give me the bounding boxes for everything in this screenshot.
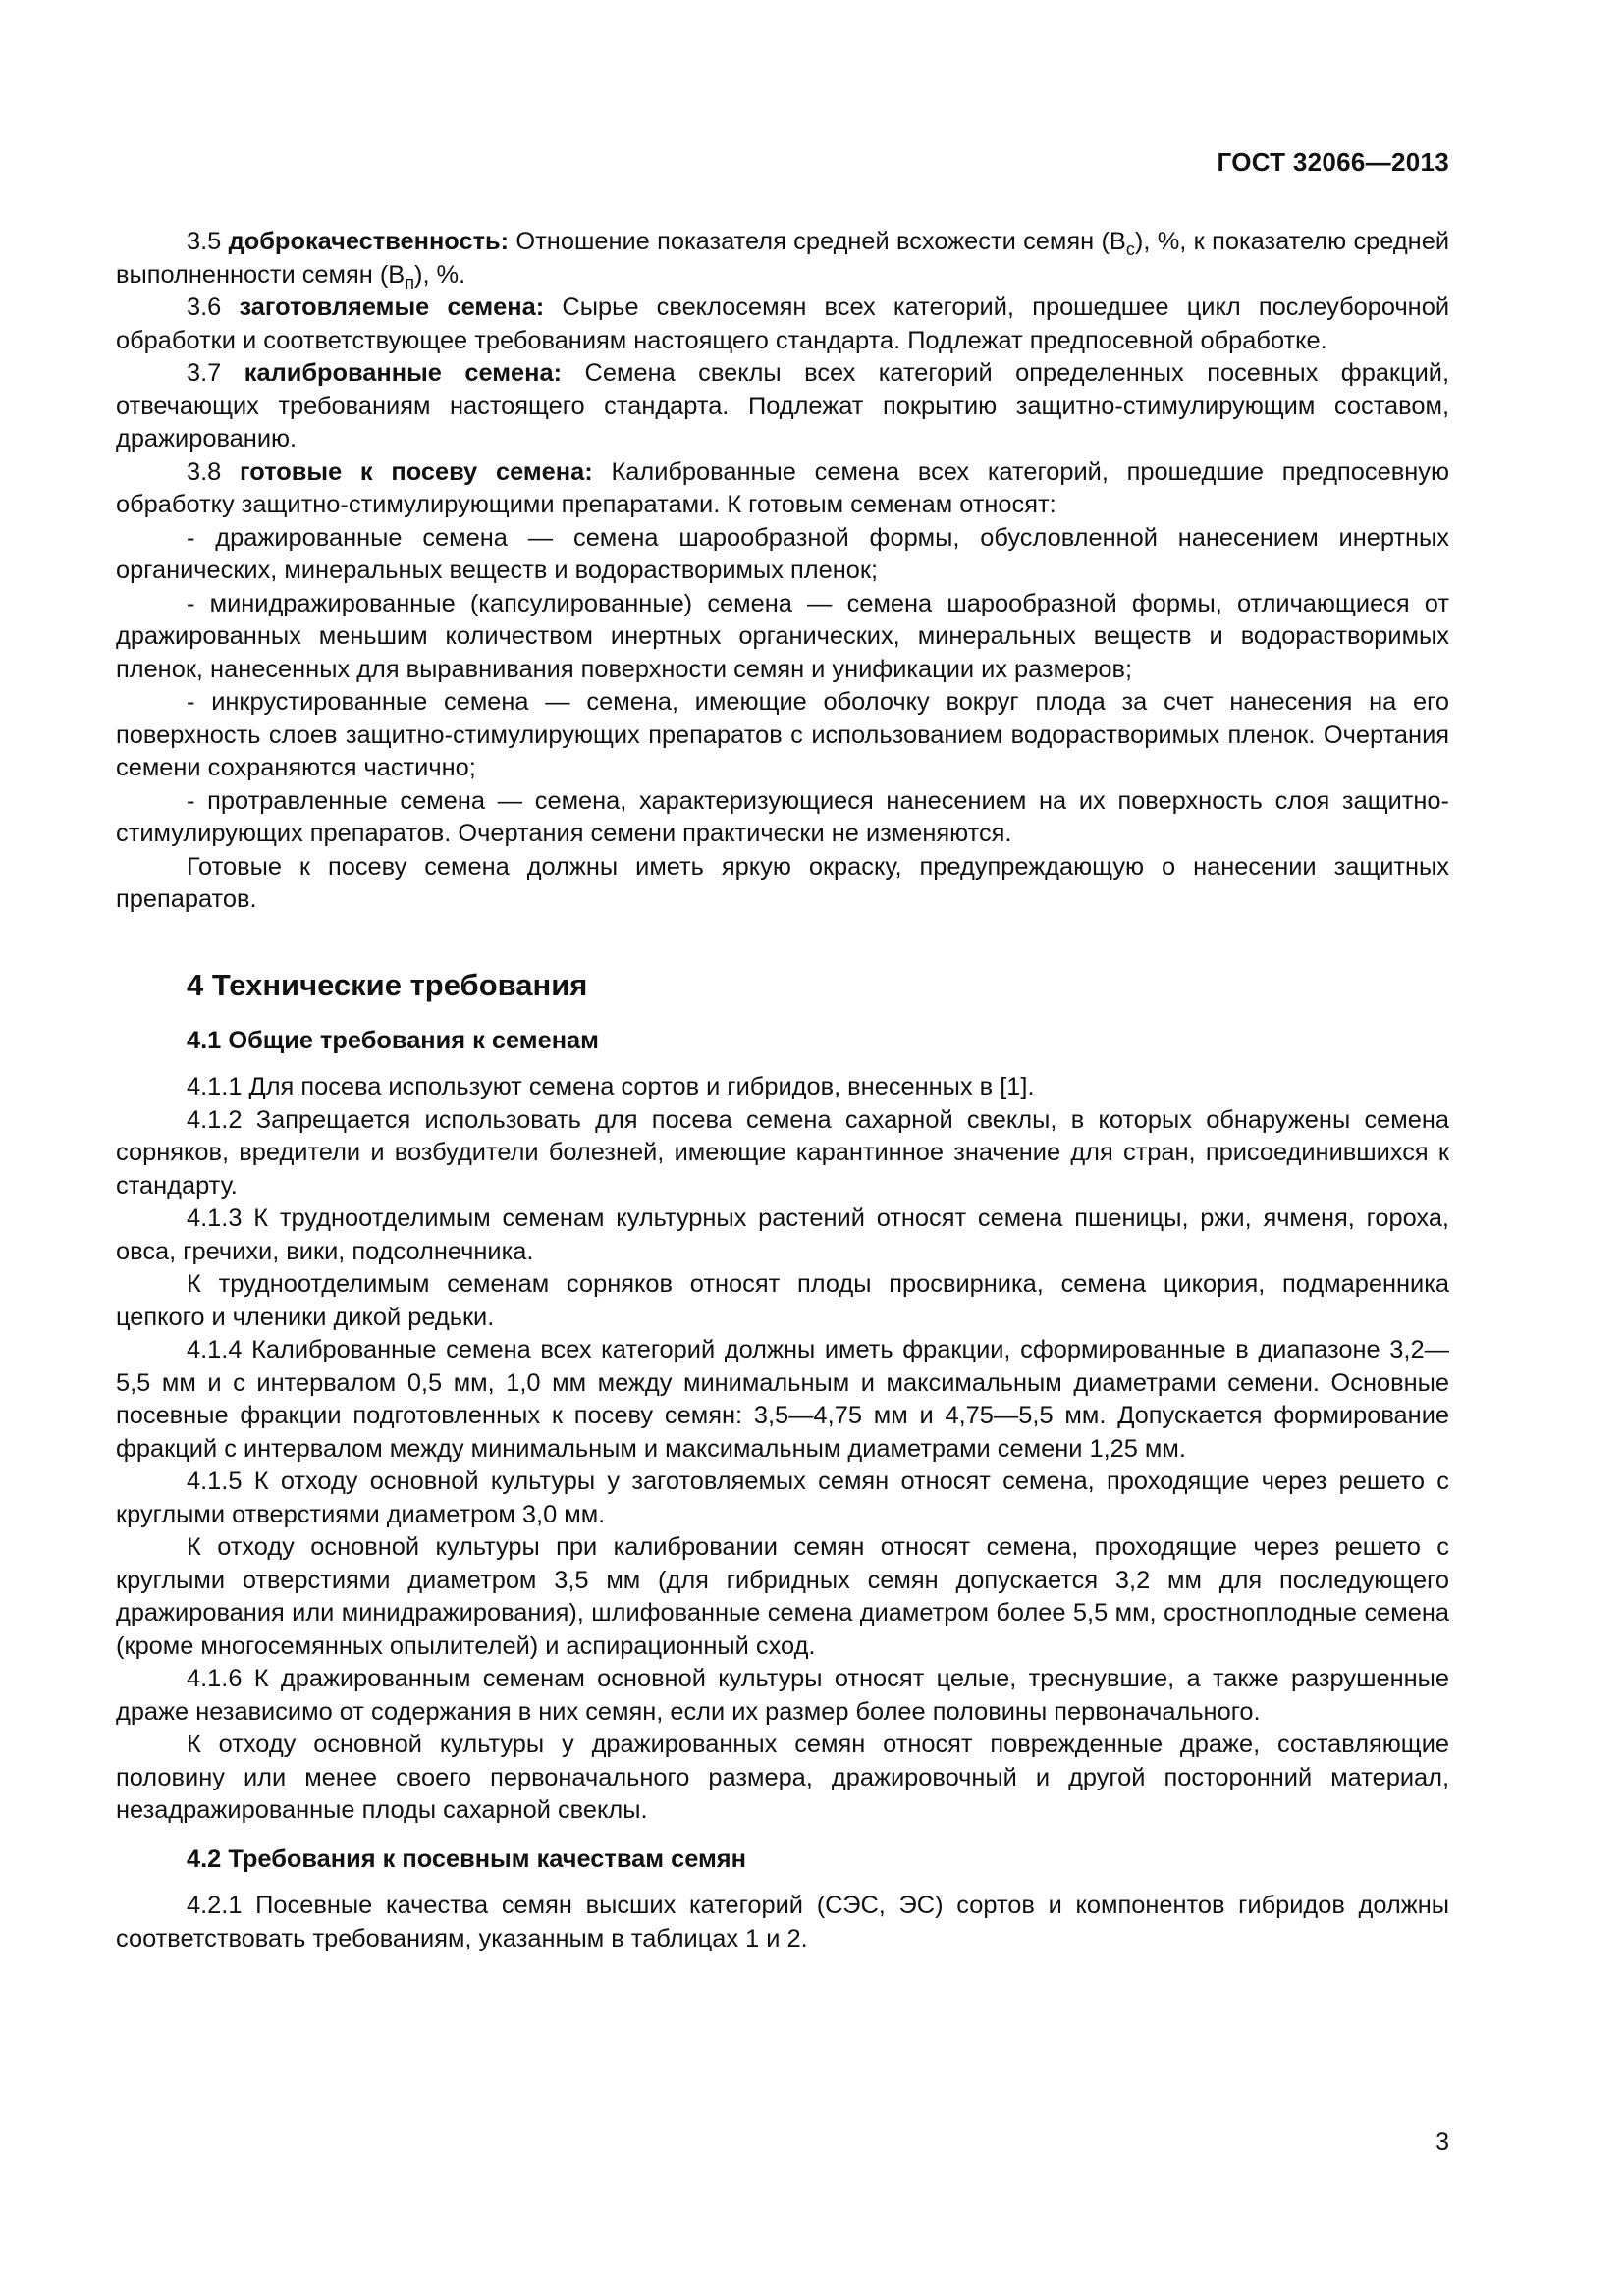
paragraph-4-1-3-cont: К трудноотделимым семенам сорняков относят плоды просвирника, семена цикория, подмаренника цепкого и членики дикой редьки.	[116, 1270, 1449, 1331]
term-name: калиброванные семена:	[244, 359, 563, 387]
term-name: доброкачественность:	[228, 228, 510, 255]
subscript: п	[405, 272, 414, 293]
term-text: Калиброванные семена всех категорий, прошедшие предпосевную обработку защитно-стимулирующими препаратами. К готовым семенам относят:	[116, 457, 1449, 518]
closing-paragraph: Готовые к посеву семена должны иметь яркую окраску, предупреждающую о нанесении защитных препаратов.	[116, 852, 1449, 913]
paragraph-4-2-1: 4.2.1 Посевные качества семян высших категорий (СЭС, ЭС) сортов и компонентов гибридов должны соответствовать требованиям, указанным в таблицах 1 и 2.	[116, 1892, 1449, 1952]
subscript: с	[1125, 240, 1135, 259]
page-number: 3	[1435, 2128, 1449, 2156]
term-3-7	[116, 357, 1449, 456]
subsection-4-2-heading: 4.2 Требования к посевным качествам семян	[187, 1844, 746, 1873]
term-text: ), %.	[413, 260, 466, 289]
term-name: заготовляемые семена:	[239, 294, 545, 321]
paragraph-4-1-6-cont: К отходу основной культуры у дражированных семян относят поврежденные драже, составляющие половину или менее своего первоначального размера, дражировочный и другой посторонний материал, незадражированные плоды сахарной свеклы.	[116, 1731, 1449, 1824]
section-4-heading: 4 Технические требования	[187, 967, 588, 1002]
term-name: готовые к посеву семена:	[240, 457, 593, 486]
paragraph-4-1-5-cont: К отходу основной культуры при калибровании семян относят семена, проходящие через решето с круглыми отверстиями диаметром 3,5 мм (для гибридных семян допускается 3,2 мм для последующего дражирования или минидражирования), шлифованные семена диаметром более 5,5 мм, сростноплодные семена (кроме многосемянных опылителей) и аспирационный сход.	[116, 1533, 1449, 1660]
seed-type-item: - минидражированные (капсулированные) семена — семена шарообразной формы, отличающиеся от дражированных меньшим количеством инертных органических, минеральных веществ и водорастворимых пленок, нанесенных для выравнивания поверхности семян и унификации их размеров;	[116, 589, 1449, 683]
term-text: Отношение показателя средней всхожести семян (В	[509, 228, 1126, 255]
term-3-8	[116, 456, 1449, 522]
term-3-6	[116, 292, 1449, 357]
standard-code-header: ГОСТ 32066—2013	[1217, 147, 1449, 177]
term-number: 3.5	[187, 228, 222, 255]
paragraph-4-1-2: 4.1.2 Запрещается использовать для посева семена сахарной свеклы, в которых обнаружены семена сорняков, вредители и возбудители болезней, имеющие карантинное значение для стран, присоединившихся к стандарту.	[116, 1105, 1449, 1200]
term-number: 3.7	[187, 359, 222, 387]
seed-type-item: - протравленные семена — семена, характеризующиеся нанесением на их поверхность слоя защитно-стимулирующих препаратов. Очертания семени практически не изменяются.	[116, 786, 1449, 847]
paragraph-4-1-1: 4.1.1 Для посева используют семена сортов и гибридов, внесенных в [1].	[187, 1073, 1035, 1100]
paragraph-4-1-5: 4.1.5 К отходу основной культуры у заготовляемых семян относят семена, проходящие через решето с круглыми отверстиями диаметром 3,0 мм.	[116, 1468, 1449, 1528]
term-3-5	[116, 226, 1449, 292]
document-body	[116, 226, 1449, 1955]
term-text: Семена свеклы всех категорий определенных посевных фракций, отвечающих требованиям настоящего стандарта. Подлежат покрытию защитно-стимулирующим составом, дражированию.	[116, 359, 1450, 453]
term-text: ), %, к показателю средней выполненности семян (В	[116, 228, 1449, 289]
paragraph-4-1-6: 4.1.6 К дражированным семенам основной культуры относят целые, треснувшие, а также разрушенные драже независимо от содержания в них семян, если их размер более половины первоначального.	[116, 1665, 1449, 1726]
paragraph-4-1-3: 4.1.3 К трудноотделимым семенам культурных растений относят семена пшеницы, ржи, ячменя, гороха, овса, гречихи, вики, подсолнечника.	[116, 1204, 1449, 1265]
term-number: 3.8	[187, 457, 222, 486]
term-text: Сырье свеклосемян всех категорий, прошедшее цикл послеуборочной обработки и соответствующее требованиям настоящего стандарта. Подлежат предпосевной обработке.	[116, 294, 1449, 354]
seed-type-item: - инкрустированные семена — семена, имеющие оболочку вокруг плода за счет нанесения на его поверхность слоев защитно-стимулирующих препаратов с использованием водорастворимых пленок. Очертания семени сохраняются частично;	[116, 688, 1449, 781]
paragraph-4-1-4: 4.1.4 Калиброванные семена всех категорий должны иметь фракции, сформированные в диапазоне 3,2—5,5 мм и с интервалом 0,5 мм, 1,0 мм между минимальным и максимальным диаметрами семени. Основные посевные фракции подготовленных к посеву семян: 3,5—4,75 мм и 4,75—5,5 мм. Допускается формирование фракций с интервалом между минимальным и максимальным диаметрами семени 1,25 мм.	[116, 1336, 1449, 1463]
subsection-4-1-heading: 4.1 Общие требования к семенам	[187, 1026, 599, 1054]
term-number: 3.6	[187, 294, 222, 321]
seed-type-item: - дражированные семена — семена шарообразной формы, обусловленной нанесением инертных органических, минеральных веществ и водорастворимых пленок;	[116, 523, 1449, 584]
